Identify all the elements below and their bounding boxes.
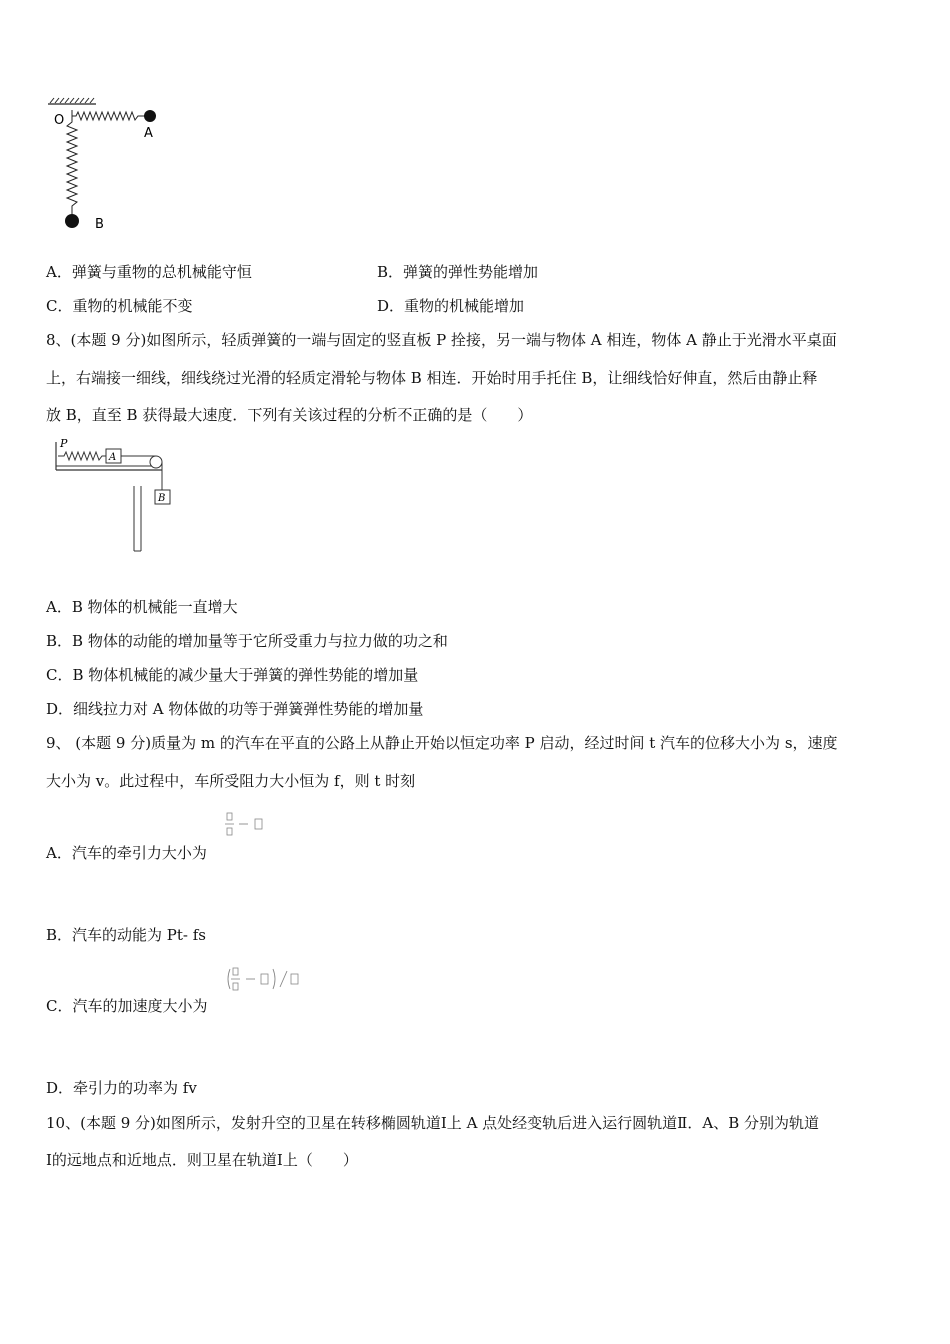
label-a: A xyxy=(144,126,153,141)
label-b: B xyxy=(95,217,104,232)
q8-option-a: A．B 物体的机械能一直增大 xyxy=(46,598,238,616)
q8-option-b: B．B 物体的动能的增加量等于它所受重力与拉力做的功之和 xyxy=(46,632,448,650)
pulley-figure xyxy=(52,438,177,556)
formula-image-c xyxy=(224,965,308,995)
q9-option-c: C．汽车的加速度大小为 xyxy=(46,997,208,1015)
q7-option-d: D．重物的机械能增加 xyxy=(377,297,525,315)
label-b: B xyxy=(158,493,166,504)
q9-option-b: B．汽车的动能为 Pt- fs xyxy=(46,926,206,944)
q10-stem-line1: 10、(本题 9 分)如图所示，发射升空的卫星在转移椭圆轨道Ⅰ上 A 点处经变轨后进入运行圆轨道Ⅱ．A、B 分别为轨道 xyxy=(46,1114,819,1132)
formula-image-a xyxy=(224,811,268,841)
q7-option-c: C．重物的机械能不变 xyxy=(46,297,193,315)
q9-option-d: D．牵引力的功率为 fv xyxy=(46,1079,197,1097)
q8-option-c: C．B 物体机械能的减少量大于弹簧的弹性势能的增加量 xyxy=(46,666,419,684)
q7-option-b: B．弹簧的弹性势能增加 xyxy=(377,263,539,281)
q9-stem-line2: 大小为 v。此过程中，车所受阻力大小恒为 f，则 t 时刻 xyxy=(46,772,416,790)
q9-stem-line1: 9、 (本题 9 分)质量为 m 的汽车在平直的公路上从静止开始以恒定功率 P 启动，经过时间 t 汽车的位移大小为 s，速度 xyxy=(46,734,838,752)
spring-mass-figure xyxy=(44,96,174,241)
label-p: P xyxy=(60,438,68,450)
q8-stem-line2: 上，右端接一细线，细线绕过光滑的轻质定滑轮与物体 B 相连．开始时用手托住 B，让细线恰好伸直，然后由静止释 xyxy=(46,369,818,387)
q9-option-a: A．汽车的牵引力大小为 xyxy=(46,844,207,862)
label-o: O xyxy=(54,113,65,128)
q8-option-d: D．细线拉力对 A 物体做的功等于弹簧弹性势能的增加量 xyxy=(46,700,424,718)
q8-stem-line1: 8、(本题 9 分)如图所示，轻质弹簧的一端与固定的竖直板 P 拴接，另一端与物体 A 相连，物体 A 静止于光滑水平桌面 xyxy=(46,331,837,349)
label-a: A xyxy=(109,452,117,463)
q7-option-a: A．弹簧与重物的总机械能守恒 xyxy=(46,263,252,281)
q10-stem-line2: Ⅰ的远地点和近地点．则卫星在轨道Ⅰ上（ ） xyxy=(46,1151,358,1169)
q8-stem-line3: 放 B，直至 B 获得最大速度．下列有关该过程的分析不正确的是（ ） xyxy=(46,406,533,424)
